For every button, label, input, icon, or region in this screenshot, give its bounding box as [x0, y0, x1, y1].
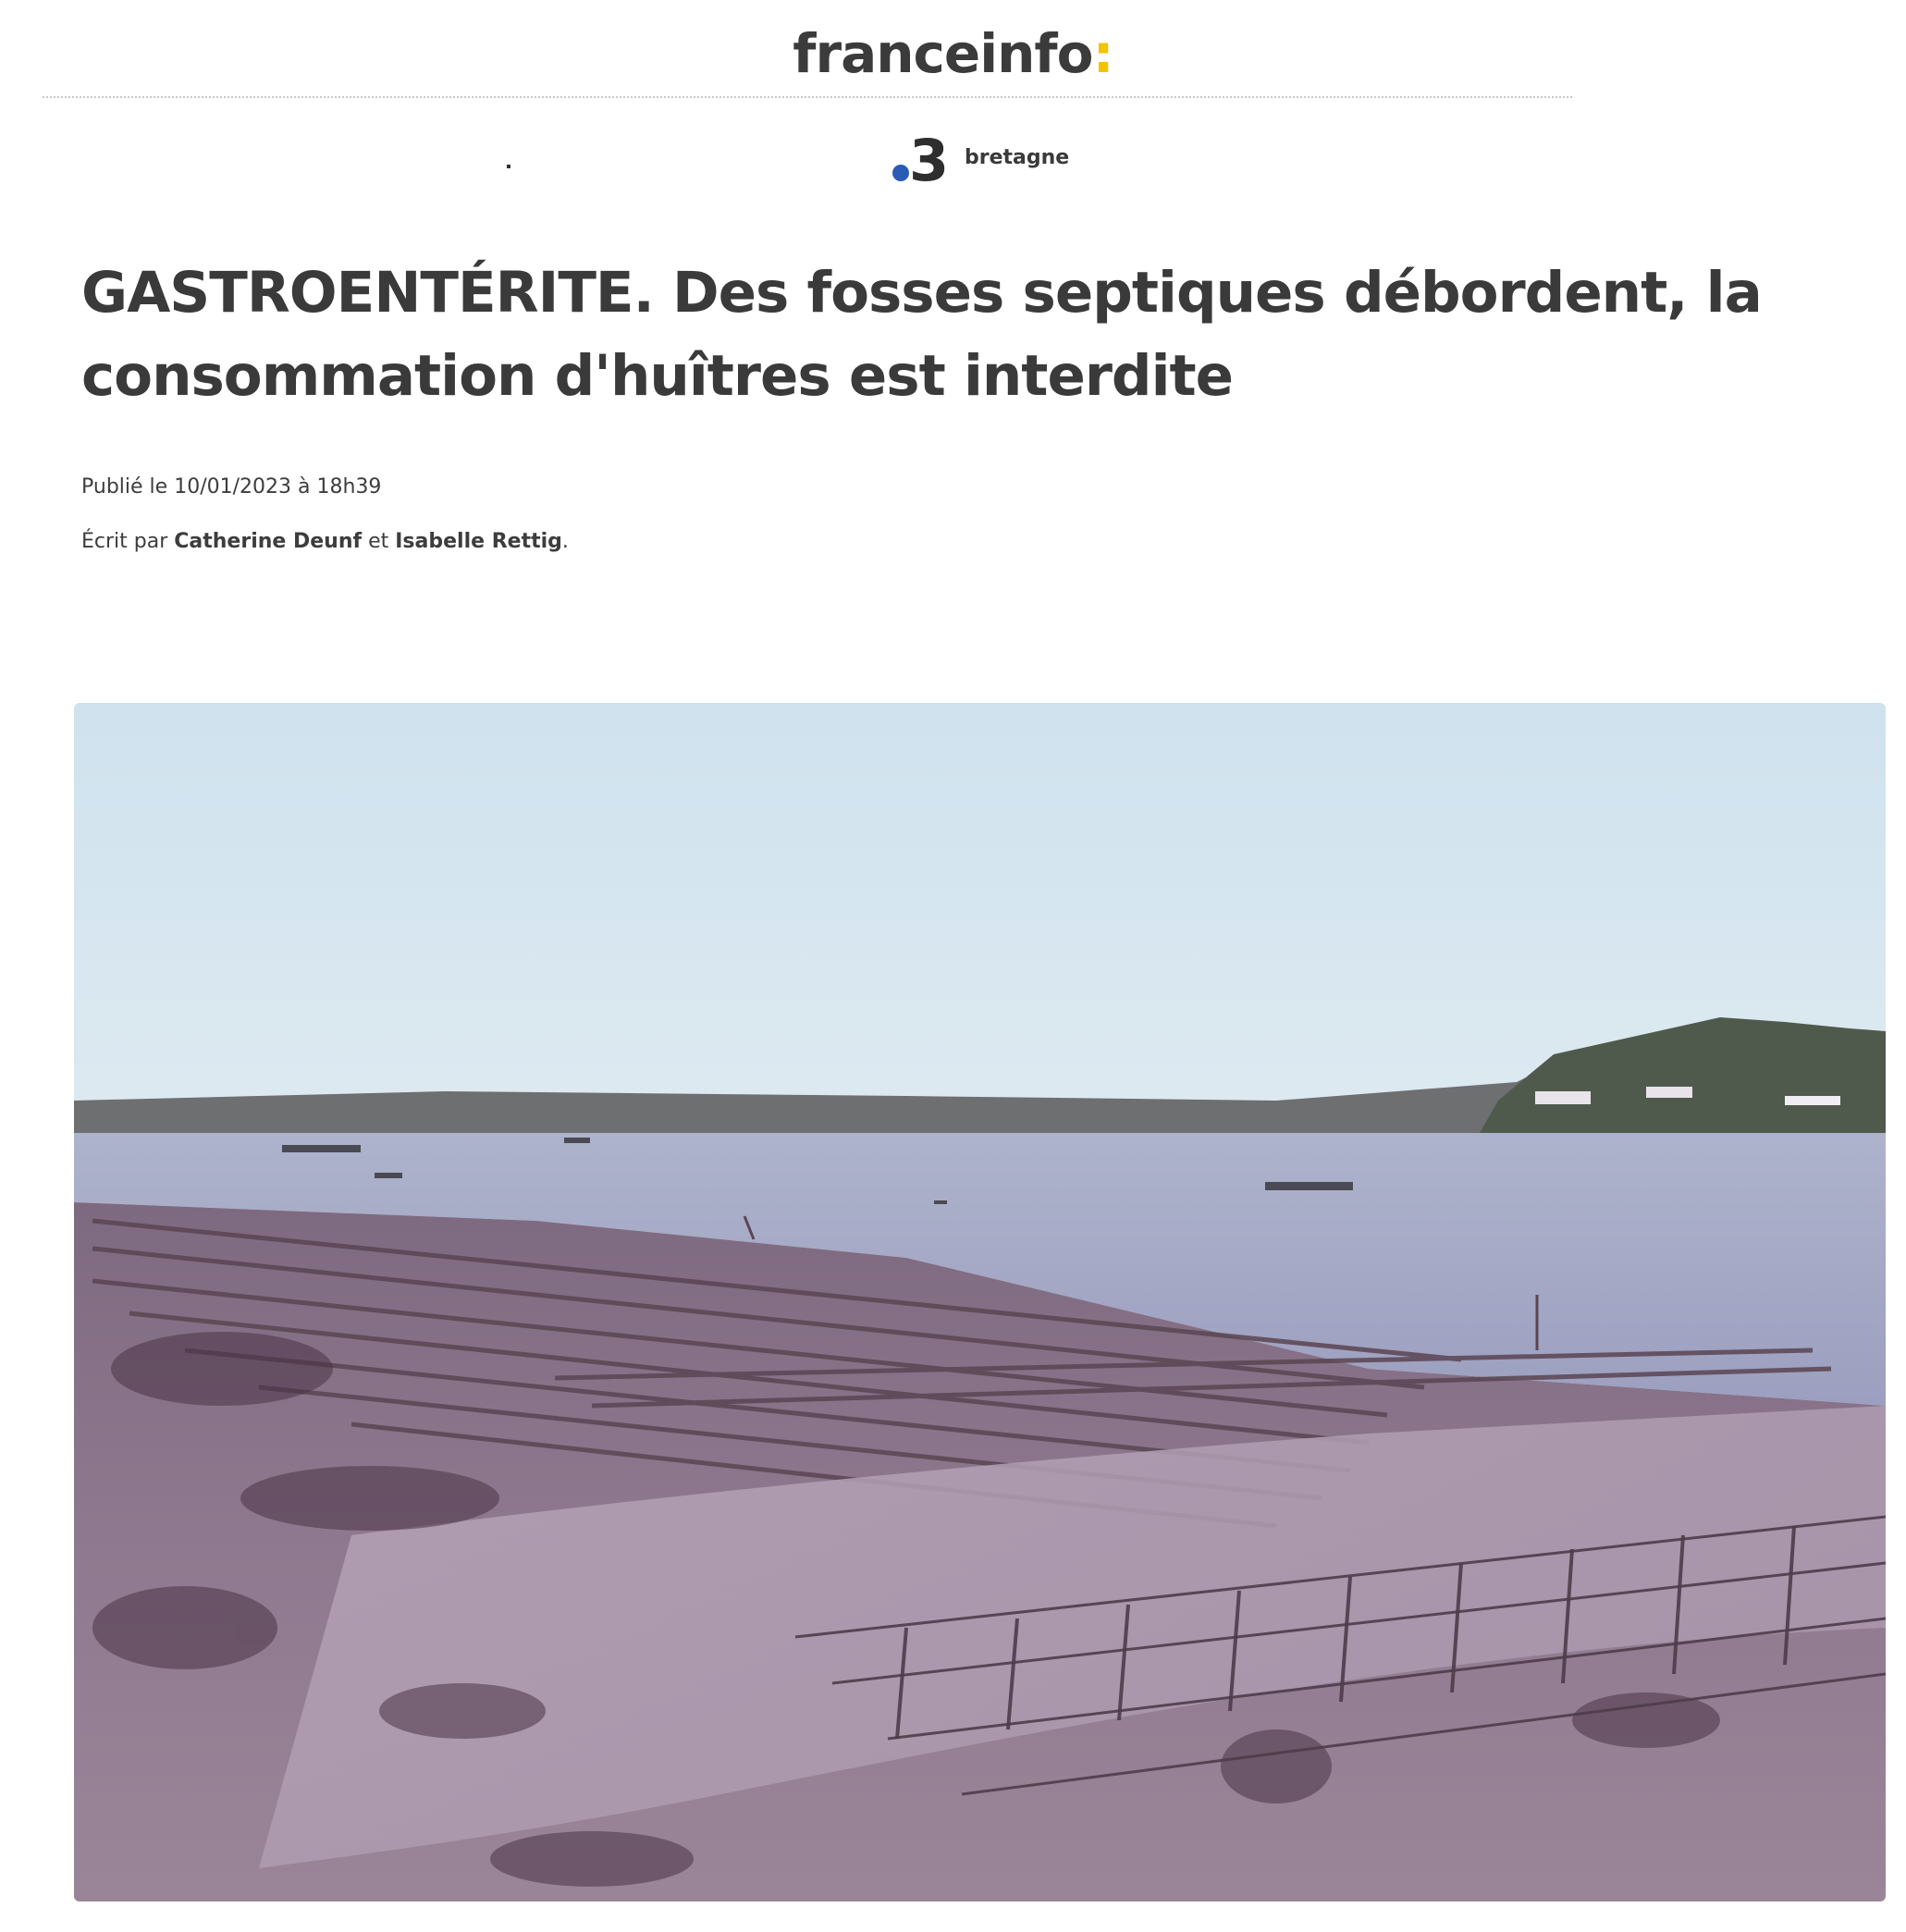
author-link[interactable]: Catherine Deunf — [174, 530, 363, 553]
franceinfo-logo[interactable] — [793, 17, 1113, 91]
published-date: 10/01/2023 — [174, 475, 292, 498]
published-time: 18h39 — [316, 475, 382, 498]
byline-prefix: Écrit par — [81, 530, 168, 553]
byline-end: . — [561, 530, 569, 553]
brand-name: franceinfo — [793, 22, 1093, 85]
regional-name: bretagne — [965, 146, 1070, 169]
article-photo[interactable] — [74, 703, 1886, 1901]
brand-colon: : — [1092, 22, 1113, 85]
photo-illustration — [74, 703, 1886, 1901]
scan-speck — [507, 165, 510, 168]
publish-info — [81, 475, 381, 498]
regional-dot-icon — [892, 165, 909, 181]
header-divider — [43, 96, 1572, 98]
regional-number: 3 — [909, 127, 950, 194]
author-link[interactable]: Isabelle Rettig — [395, 530, 562, 553]
byline-and: et — [368, 530, 389, 553]
article-headline: GASTROENTÉRITE. Des fosses septiques débordent, la consommation d'huîtres est interdite — [81, 260, 1762, 409]
brand-bar — [0, 17, 1906, 91]
byline — [81, 530, 569, 553]
published-prefix: Publié le — [81, 475, 168, 498]
published-sep: à — [298, 475, 311, 498]
